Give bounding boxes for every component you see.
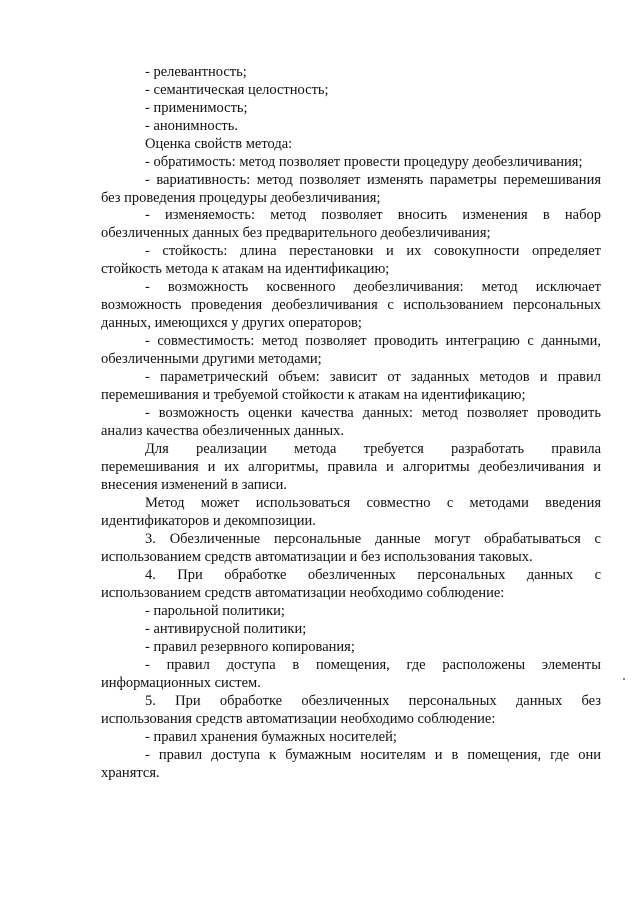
text-line: - совместимость: метод позволяет проводить интеграцию с данными,	[145, 333, 601, 349]
text-line: Метод может использоваться совместно с методами введения	[145, 495, 601, 511]
text-line: 5. При обработке обезличенных персональных данных без	[145, 693, 601, 709]
text-line: - вариативность: метод позволяет изменять параметры перемешивания	[145, 172, 601, 188]
text-line: 3. Обезличенные персональные данные могут обрабатываться с	[145, 531, 601, 547]
text-line: - антивирусной политики;	[145, 621, 307, 637]
text-line: - правил хранения бумажных носителей;	[145, 729, 397, 745]
text-line: хранятся.	[101, 765, 160, 781]
text-line: перемешивания и их алгоритмы, правила и алгоритмы деобезличивания и	[101, 459, 601, 475]
text-line: - изменяемость: метод позволяет вносить изменения в набор	[145, 207, 601, 223]
text-line: идентификаторов и декомпозиции.	[101, 513, 316, 529]
text-line: данных, имеющихся у других операторов;	[101, 315, 362, 331]
text-line: - применимость;	[145, 100, 248, 116]
scan-speck	[623, 678, 625, 680]
text-line: перемешивания и требуемой стойкости к атакам на идентификацию;	[101, 387, 526, 403]
text-line: - правил доступа в помещения, где расположены элементы	[145, 657, 601, 673]
text-line: Для реализации метода требуется разработать правила	[145, 441, 601, 457]
text-line: - правил резервного копирования;	[145, 639, 355, 655]
text-line: 4. При обработке обезличенных персональных данных с	[145, 567, 601, 583]
text-line: использования средств автоматизации необходимо соблюдение:	[101, 711, 496, 727]
text-line: - возможность оценки качества данных: метод позволяет проводить	[145, 405, 601, 421]
text-line: - парольной политики;	[145, 603, 285, 619]
text-line: - релевантность;	[145, 64, 247, 80]
text-line: без проведения процедуры деобезличивания;	[101, 190, 381, 206]
text-line: использованием средств автоматизации и без использования таковых.	[101, 549, 533, 565]
text-line: анализ качества обезличенных данных.	[101, 423, 344, 439]
text-line: обезличенными другими методами;	[101, 351, 322, 367]
text-line: Оценка свойств метода:	[145, 136, 293, 152]
text-line: возможность проведения деобезличивания с использованием персональных	[101, 297, 601, 313]
text-line: - параметрический объем: зависит от заданных методов и правил	[145, 369, 601, 385]
text-line: информационных систем.	[101, 675, 261, 691]
text-line: - возможность косвенного деобезличивания: метод исключает	[145, 279, 601, 295]
text-line: - стойкость: длина перестановки и их совокупности определяет	[145, 243, 601, 259]
text-line: внесения изменений в записи.	[101, 477, 288, 493]
text-line: - обратимость: метод позволяет провести процедуру деобезличивания;	[145, 154, 583, 170]
text-line: стойкость метода к атакам на идентификацию;	[101, 261, 390, 277]
text-line: обезличенных данных без предварительного деобезличивания;	[101, 225, 491, 241]
text-line: - анонимность.	[145, 118, 238, 134]
text-line: - семантическая целостность;	[145, 82, 329, 98]
text-line: - правил доступа к бумажным носителям и в помещения, где они	[145, 747, 601, 763]
text-line: использованием средств автоматизации необходимо соблюдение:	[101, 585, 505, 601]
